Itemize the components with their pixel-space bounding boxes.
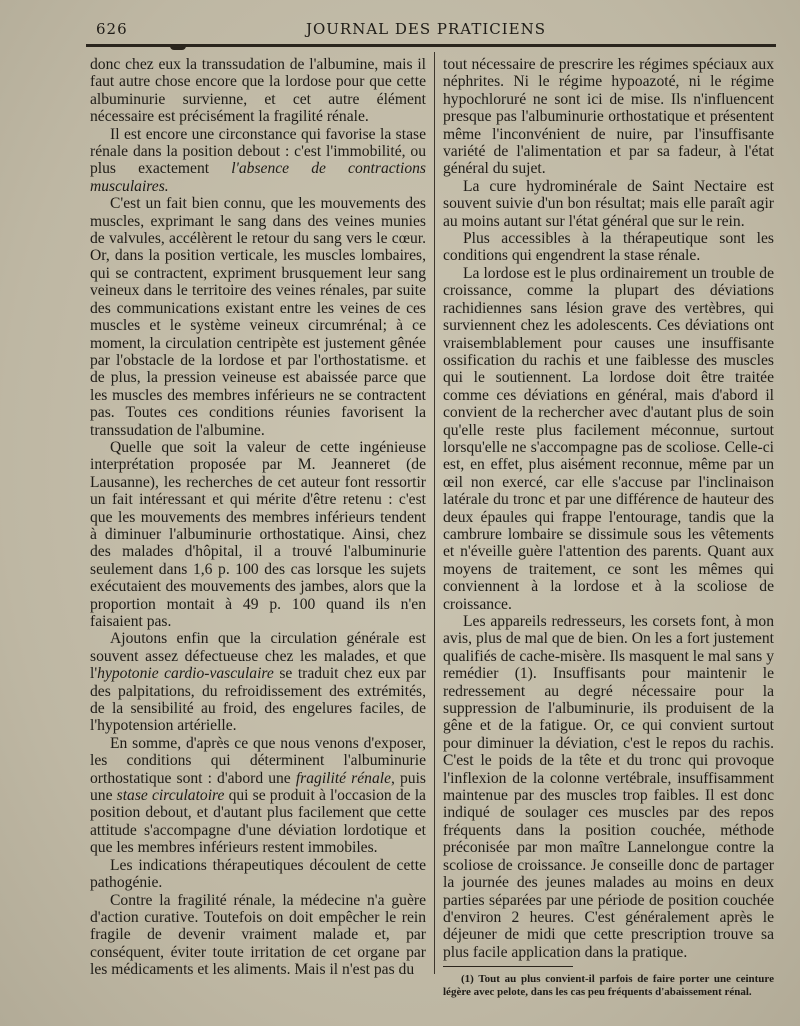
emphasis: stase circulatoire [116,787,225,805]
paragraph: La lordose est le plus ordinairement un trouble de croissance, comme la plupart des déviations rachidiennes sans lésion grave des vertèbres, qui surviennent chez les adolescents. Ces déviations ont vraisemblablement pour causes une insuffisante ossification du rachis et une faiblesse des muscles qui le soutiennent. La lordose doit être traitée comme ces déviations en général, mais d'abord il convient de la rechercher avec d'autant plus de soin qu'elle reste plus facilement méconnue, surtout lorsqu'elle ne s'accompagne pas de scoliose. Celle-ci est, en effet, plus aisément reconnue, même par un œil non exercé, car elle s'accuse par l'inclinaison latérale du tronc et par une différence de hauteur des deux épaules qui frappe l'entourage, tandis que la cambrure lombaire se dissimule sous les vêtements et n'éveille guère l'attention des parents. Quant aux moyens de traitement, ce sont les mêmes qui conviennent à la lordose et à la scoliose de croissance. [443,264,774,613]
journal-title: JOURNAL DES PRATICIENS [305,20,547,38]
emphasis: hypotonie cardio-vasculaire [97,665,274,683]
paragraph: La cure hydrominérale de Saint Nectaire est souvent suivie d'un bon résultat; mais elle paraît agir au moins autant sur l'état général que sur le rein. [443,177,774,230]
running-header [86,14,766,40]
header-rule-ornament [170,46,186,50]
paragraph: donc chez eux la transsudation de l'albumine, mais il faut autre chose encore que la lordose pour que cette albuminurie survienne, et cet autre élément nécessaire est précisément la fragilité rénale. [90,56,426,126]
paragraph: Les indications thérapeutiques découlent de cette pathogénie. [90,856,426,892]
paragraph: Les appareils redresseurs, les corsets font, à mon avis, plus de mal que de bien. On les a fort justement qualifiés de cache-misère. Ils masquent le mal sans y remédier (1). Insuffisants pour maintenir le redressement au degré nécessaire pour la suppression de l'albuminurie, ils produisent de la gêne et de la fatigue. Or, ce qui convient surtout pour diminuer la déviation, c'est le repos du rachis. C'est le poids de la tête et du tronc qui provoque l'inflexion de la colonne vertébrale, insuffisamment maintenue par des muscles trop faibles. Il est donc indiqué de soulager ces muscles par des repos fréquents dans la position couchée, méthode préconisée par mon maître Lannelongue contre la scoliose de croissance. Je conseille donc de partager la journée des jeunes malades au moins en deux parties séparées par une période de position couchée d'environ 2 heures. C'est généralement après le déjeuner de midi que cette prescription trouve sa plus facile application dans la pratique. [443,613,774,961]
page-number: 626 [96,20,128,38]
paragraph: Ajoutons enfin que la circulation générale est souvent assez défectueuse chez les malades, et que l'hypotonie cardio-vasculaire se traduit chez eux par des palpitations, du refroidissement des extrémités, de la sensibilité au froid, des engelures faciles, de l'hypotension artérielle. [90,630,426,735]
paragraph: Contre la fragilité rénale, la médecine n'a guère d'action curative. Toutefois on doit empêcher le rein fragile de devenir vraiment malade et, par conséquent, éviter toute irritation de cet organe par les médicaments et les aliments. Mais il n'est pas du [90,891,426,979]
footnote-rule [443,966,573,967]
paragraph: Il est encore une circonstance qui favorise la stase rénale dans la position debout : c'est l'immobilité, ou plus exactement l'absence de contractions musculaires. [90,125,426,195]
paragraph: C'est un fait bien connu, que les mouvements des muscles, exprimant le sang dans des veines munies de valvules, accélèrent le retour du sang vers le cœur. Or, dans la position verticale, les muscles lombaires, qui se contractent, expriment brusquement leur sang veineux dans le territoire des veines rénales, par suite des communications existant entre les veines de ces muscles et le système veineux circumrénal; à ce moment, la circulation centripète est justement gênée par l'obstacle de la lordose et par l'orthostatisme. et de plus, la pression veineuse est abaissée parce que les muscles des membres inférieurs ne se contractent pas. Toutes ces conditions réunies favorisent la transsudation de l'albumine. [90,195,426,439]
emphasis: l'absence de contractions musculaires. [90,160,426,195]
paragraph: tout nécessaire de prescrire les régimes spéciaux aux néphrites. Ni le régime hypoazoté, ni le régime hypochloruré ne sont ici de mise. Ils n'influencent presque pas l'albuminurie orthostatique et présentent même l'inconvénient de nuire, par l'insuffisante variété de l'alimentation et par sa fadeur, à l'état général du sujet. [443,56,774,178]
column-divider [434,52,435,974]
header-rule [86,44,776,47]
right-column [443,56,774,999]
paragraph: Plus accessibles à la thérapeutique sont les conditions qui engendrent la stase rénale. [443,230,774,265]
emphasis: fragilité rénale [295,769,392,787]
paragraph: En somme, d'après ce que nous venons d'exposer, les conditions qui déterminent l'albuminurie orthostatique sont : d'abord une fragilité rénale, puis une stase circulatoire qui se produit à l'occasion de la position debout, et d'autant plus facilement que cette attitude s'accompagne d'une déviation lordotique et que les membres inférieurs restent immobiles. [90,734,426,857]
left-column [90,56,426,979]
footnote: (1) Tout au plus convient-il parfois de faire porter une ceinture légère avec pelote, dans les cas peu fréquents d'abaissement rénal. [443,973,774,999]
paragraph: Quelle que soit la valeur de cette ingénieuse interprétation proposée par M. Jeanneret (de Lausanne), les recherches de cet auteur font ressortir un fait intéressant et qui mérite d'être retenu : c'est que les mouvements des membres inférieurs tendent à diminuer l'albuminurie orthostatique. Ainsi, chez des malades d'hôpital, il a trouvé l'albuminurie seulement dans 1,6 p. 100 des cas lorsque les sujets exécutaient des mouvements des jambes, alors que la proportion montait à 49 p. 100 quand ils n'en faisaient pas. [90,438,426,630]
